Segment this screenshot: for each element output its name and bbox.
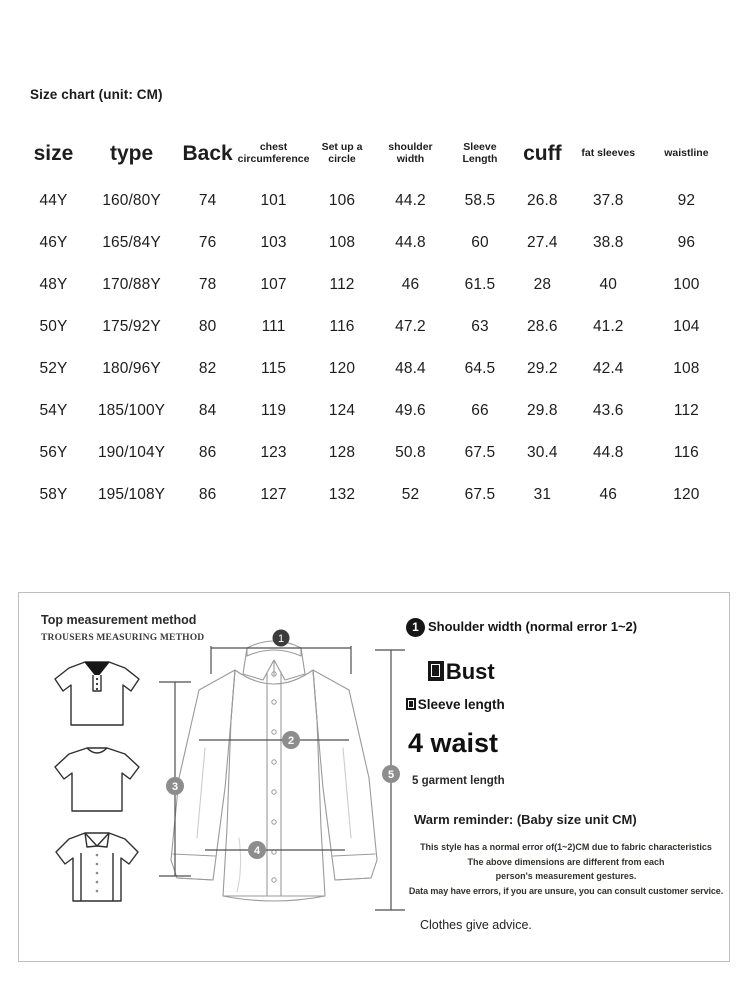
column-header-type: type (109, 142, 154, 166)
cell-sleeve: 60 (471, 234, 489, 251)
column-header-shoulder: shoulder width (388, 141, 433, 165)
cell-back: 76 (198, 234, 217, 251)
legend-item-sleeve (406, 697, 505, 712)
cell-setup: 128 (328, 444, 356, 461)
cell-setup: 132 (328, 486, 356, 503)
cell-cuff: 30.4 (527, 444, 558, 461)
cell-chest: 107 (260, 276, 287, 293)
cell-waistline: 100 (673, 276, 700, 293)
cell-type: 175/92Y (102, 318, 161, 335)
cell-chest: 119 (261, 402, 287, 419)
fineprint-block (396, 840, 736, 898)
cell-size: 50Y (39, 318, 68, 335)
badge-2 (428, 661, 444, 681)
cell-cuff: 28 (533, 276, 552, 293)
cell-cuff: 26.8 (527, 192, 558, 209)
cell-type: 170/88Y (102, 276, 161, 293)
table-row (22, 390, 728, 432)
cell-fatsleeve: 44.8 (592, 444, 624, 461)
table-row (22, 432, 728, 474)
cell-size: 56Y (39, 444, 68, 461)
cell-back: 74 (198, 192, 217, 209)
cell-back: 86 (198, 486, 217, 503)
cell-size: 44Y (39, 192, 68, 209)
diagram-marker-1 (273, 630, 290, 647)
polo-shirt-icon (47, 655, 147, 733)
fineprint-line-2: The above dimensions are different from each (467, 856, 665, 867)
cell-fatsleeve: 46 (599, 486, 617, 503)
garment-thumbnail-list (47, 655, 151, 913)
cell-sleeve: 67.5 (464, 486, 496, 503)
column-header-size: size (33, 142, 74, 166)
cell-sleeve: 63 (471, 318, 489, 335)
table-row (22, 222, 728, 264)
cell-chest: 123 (260, 444, 287, 461)
cell-sleeve: 61.5 (464, 276, 496, 293)
cell-cuff: 27.4 (527, 234, 558, 251)
diagram-marker-3 (166, 777, 184, 795)
svg-text:1: 1 (277, 633, 285, 645)
warm-reminder-heading: Warm reminder: (Baby size unit CM) (414, 812, 637, 827)
legend-label-shoulder: Shoulder width (normal error 1~2) (428, 618, 638, 634)
cell-shoulder: 44.2 (395, 192, 426, 209)
cell-type: 160/80Y (102, 192, 161, 209)
cell-type: 180/96Y (102, 360, 161, 377)
legend-item-shoulder (406, 618, 637, 637)
cell-type: 190/104Y (97, 444, 166, 461)
cell-type: 165/84Y (102, 234, 161, 251)
cell-shoulder: 46 (401, 276, 420, 293)
badge-3 (406, 698, 416, 710)
cell-sleeve: 58.5 (464, 192, 496, 209)
cell-waistline: 108 (673, 360, 700, 377)
column-header-setup: Set up a circle (321, 141, 363, 165)
cell-size: 54Y (39, 402, 68, 419)
column-header-cuff: cuff (523, 142, 562, 166)
legend-item-bust (428, 659, 495, 685)
diagram-marker-5 (382, 765, 400, 783)
cell-cuff: 31 (533, 486, 552, 503)
cell-waistline: 116 (673, 444, 699, 461)
cell-shoulder: 44.8 (395, 234, 426, 251)
cell-setup: 112 (329, 276, 355, 293)
diagram-marker-4 (248, 841, 266, 859)
cell-fatsleeve: 40 (599, 276, 617, 293)
cell-chest: 101 (260, 192, 287, 209)
cell-fatsleeve: 37.8 (592, 192, 624, 209)
table-header-row (22, 128, 728, 180)
cell-type: 185/100Y (97, 402, 166, 419)
cell-waistline: 92 (677, 192, 696, 209)
cell-size: 58Y (39, 486, 68, 503)
legend-label-bust: Bust (445, 659, 495, 684)
column-header-waistline: waistline (664, 147, 709, 160)
cell-back: 82 (198, 360, 217, 377)
cell-cuff: 28.6 (527, 318, 558, 335)
cell-back: 78 (198, 276, 217, 293)
cell-setup: 116 (329, 318, 355, 335)
cell-waistline: 96 (677, 234, 696, 251)
cell-sleeve: 67.5 (464, 444, 496, 461)
cell-fatsleeve: 43.6 (592, 402, 624, 419)
button-up-shirt-icon (47, 827, 147, 905)
cell-setup: 120 (328, 360, 356, 377)
tshirt-icon (47, 741, 147, 819)
cell-cuff: 29.8 (527, 402, 558, 419)
panel-subheading: TROUSERS MEASURING METHOD (41, 633, 205, 643)
cell-size: 52Y (39, 360, 68, 377)
column-header-chest: chest circumference (237, 141, 310, 165)
cell-waistline: 104 (673, 318, 700, 335)
svg-text:5: 5 (387, 769, 395, 781)
cell-chest: 127 (260, 486, 287, 503)
fineprint-line-4: Data may have errors, if you are unsure, you can consult customer service. (408, 885, 724, 896)
cell-chest: 103 (260, 234, 287, 251)
cell-cuff: 29.2 (527, 360, 558, 377)
fineprint-line-3: person's measurement gestures. (495, 871, 637, 882)
badge-1: 1 (406, 618, 425, 637)
cell-shoulder: 47.2 (395, 318, 426, 335)
cell-chest: 115 (261, 360, 287, 377)
shirt-measurement-diagram (139, 628, 409, 948)
column-header-fatsleeve: fat sleeves (581, 147, 636, 160)
diagram-marker-2 (282, 731, 300, 749)
page-title: Size chart (unit: CM) (30, 87, 163, 102)
cell-fatsleeve: 41.2 (592, 318, 624, 335)
legend-item-garment-length: 5 garment length (412, 775, 505, 787)
svg-text:2: 2 (287, 735, 295, 747)
measurement-guide-panel (18, 592, 730, 962)
cell-shoulder: 49.6 (395, 402, 426, 419)
legend-label-sleeve: Sleeve length (417, 697, 505, 712)
svg-text:4: 4 (253, 845, 261, 857)
cell-waistline: 120 (673, 486, 700, 503)
cell-sleeve: 66 (471, 402, 489, 419)
fineprint-line-1: This style has a normal error of(1~2)CM due to fabric characteristics (420, 842, 712, 852)
legend-item-waist: 4 waist (408, 728, 499, 758)
cell-type: 195/108Y (97, 486, 166, 503)
cell-chest: 111 (261, 318, 286, 335)
table-row (22, 474, 728, 516)
cell-fatsleeve: 38.8 (592, 234, 624, 251)
cell-shoulder: 48.4 (395, 360, 426, 377)
panel-heading: Top measurement method (41, 613, 197, 627)
cell-back: 86 (198, 444, 217, 461)
cell-setup: 108 (328, 234, 356, 251)
svg-text:3: 3 (171, 781, 179, 793)
cell-shoulder: 52 (401, 486, 420, 503)
cell-shoulder: 50.8 (395, 444, 426, 461)
cell-setup: 106 (328, 192, 356, 209)
table-row (22, 180, 728, 222)
column-header-back: Back (182, 142, 233, 166)
table-row (22, 306, 728, 348)
cell-sleeve: 64.5 (464, 360, 496, 377)
table-row (22, 264, 728, 306)
cell-setup: 124 (328, 402, 356, 419)
advice-text: Clothes give advice. (420, 918, 532, 932)
cell-back: 84 (198, 402, 217, 419)
table-row (22, 348, 728, 390)
column-header-sleeve: Sleeve Length (462, 141, 498, 165)
cell-waistline: 112 (673, 402, 699, 419)
cell-fatsleeve: 42.4 (592, 360, 624, 377)
cell-size: 48Y (39, 276, 68, 293)
cell-back: 80 (198, 318, 217, 335)
cell-size: 46Y (39, 234, 68, 251)
size-chart-table (22, 128, 728, 516)
